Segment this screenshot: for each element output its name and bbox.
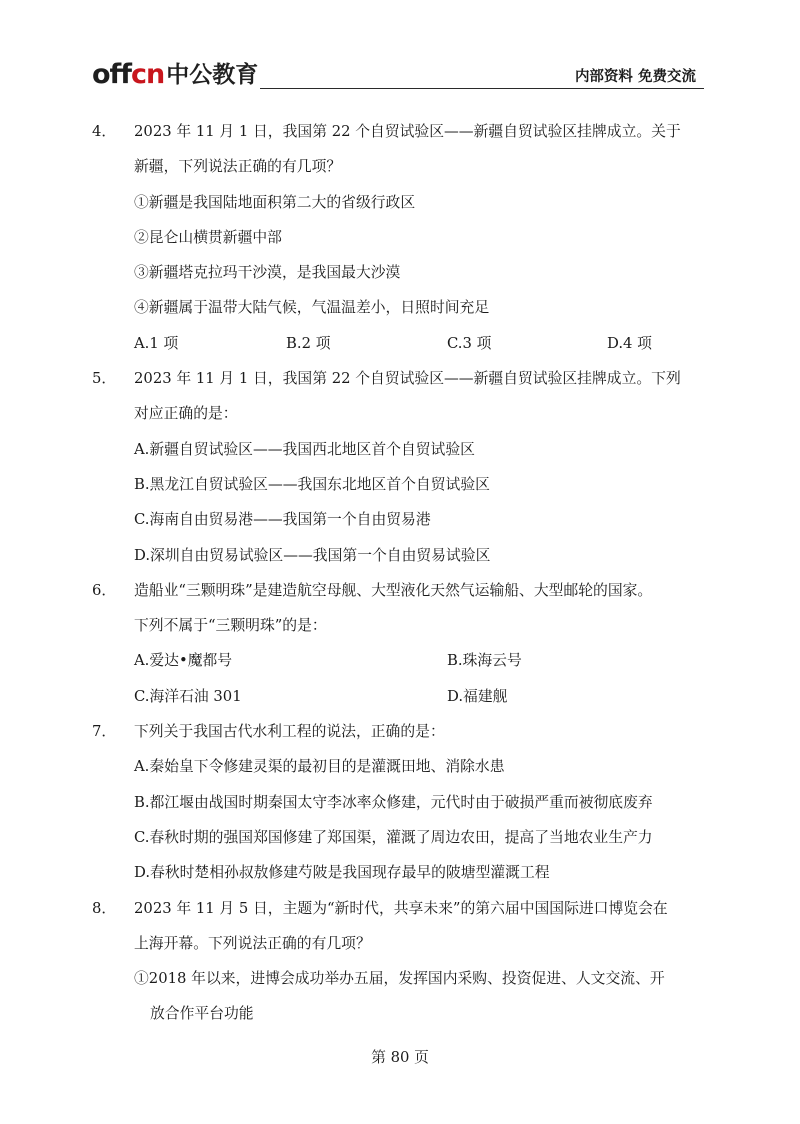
- question-text: 2023 年 11 月 5 日，主题为“新时代，共享未来”的第六届中国国际进口博览会在: [134, 899, 668, 917]
- question-6-options-row-2: [92, 679, 712, 714]
- question-4-line-1: [92, 114, 712, 149]
- option-d: D.深圳自由贸易试验区——我国第一个自由贸易试验区: [134, 546, 491, 564]
- question-text: 2023 年 11 月 1 日，我国第 22 个自贸试验区——新疆自贸试验区挂牌成立。下列: [134, 370, 681, 388]
- option-c: C.海洋石油 301: [134, 687, 242, 705]
- logo-wordmark: offcn: [92, 59, 165, 90]
- question-text: 2023 年 11 月 1 日，我国第 22 个自贸试验区——新疆自贸试验区挂牌成立。关于: [134, 123, 681, 140]
- option-b: B.珠海云号: [447, 652, 522, 670]
- header-note: 内部资料 免费交流: [574, 69, 696, 85]
- question-4-options: [92, 326, 712, 361]
- option-a: A.1 项: [134, 334, 179, 352]
- question-number: 7．: [92, 723, 117, 741]
- option-b: B.都江堰由战国时期秦国太守李冰率众修建，元代时由于破损严重而被彻底废弃: [134, 793, 653, 811]
- header-rule: [260, 88, 704, 89]
- question-number: 5．: [92, 370, 117, 388]
- question-6-options-row-1: [92, 643, 712, 678]
- page-header: [92, 56, 704, 90]
- question-5-line-1: [92, 361, 712, 396]
- page-content: [92, 114, 712, 1032]
- question-4-line-2: 新疆，下列说法正确的有几项？: [134, 158, 342, 176]
- question-text: 造船业“三颗明珠”是建造航空母舰、大型液化天然气运输船、大型邮轮的国家。: [134, 581, 653, 599]
- option-b: B.2 项: [286, 334, 331, 352]
- statement: ①2018 年以来，进博会成功举办五届，发挥国内采购、投资促进、人文交流、开: [134, 970, 665, 988]
- question-5-line-2: 对应正确的是：: [134, 405, 238, 423]
- option-a: A.秦始皇下令修建灵渠的最初目的是灌溉田地、消除水患: [134, 758, 505, 776]
- option-d: D.春秋时楚相孙叔敖修建芍陂是我国现存最早的陂塘型灌溉工程: [134, 864, 550, 882]
- statement: ③新疆塔克拉玛干沙漠，是我国最大沙漠: [134, 264, 401, 282]
- question-number: 8．: [92, 899, 117, 917]
- statement: ①新疆是我国陆地面积第二大的省级行政区: [134, 193, 416, 211]
- option-a: A.新疆自贸试验区——我国西北地区首个自贸试验区: [134, 440, 475, 458]
- option-b: B.黑龙江自贸试验区——我国东北地区首个自贸试验区: [134, 475, 490, 493]
- option-a: A.爱达•魔都号: [134, 652, 233, 670]
- page-number: 第 80 页: [371, 1049, 429, 1066]
- statement-continuation: 放合作平台功能: [150, 1005, 254, 1023]
- question-8-line-2: 上海开幕。下列说法正确的有几项？: [134, 934, 371, 952]
- question-6-line-2: 下列不属于“三颗明珠”的是：: [134, 617, 327, 635]
- option-c: C.海南自由贸易港——我国第一个自由贸易港: [134, 511, 431, 529]
- question-8-line-1: [92, 891, 712, 926]
- offcn-logo: [92, 56, 258, 90]
- option-d: D.福建舰: [447, 687, 508, 705]
- statement: ④新疆属于温带大陆气候，气温温差小，日照时间充足: [134, 299, 490, 317]
- option-c: C.春秋时期的强国郑国修建了郑国渠，灌溉了周边农田，提高了当地农业生产力: [134, 828, 653, 846]
- question-6-line-1: [92, 573, 712, 608]
- statement: ②昆仑山横贯新疆中部: [134, 228, 282, 246]
- option-d: D.4 项: [607, 334, 652, 352]
- question-text: 下列关于我国古代水利工程的说法，正确的是：: [134, 723, 445, 741]
- option-c: C.3 项: [447, 334, 492, 352]
- question-7-line-1: [92, 714, 712, 749]
- question-number: 6．: [92, 581, 117, 599]
- logo-chinese: 中公教育: [166, 62, 259, 88]
- question-number: 4．: [92, 123, 117, 140]
